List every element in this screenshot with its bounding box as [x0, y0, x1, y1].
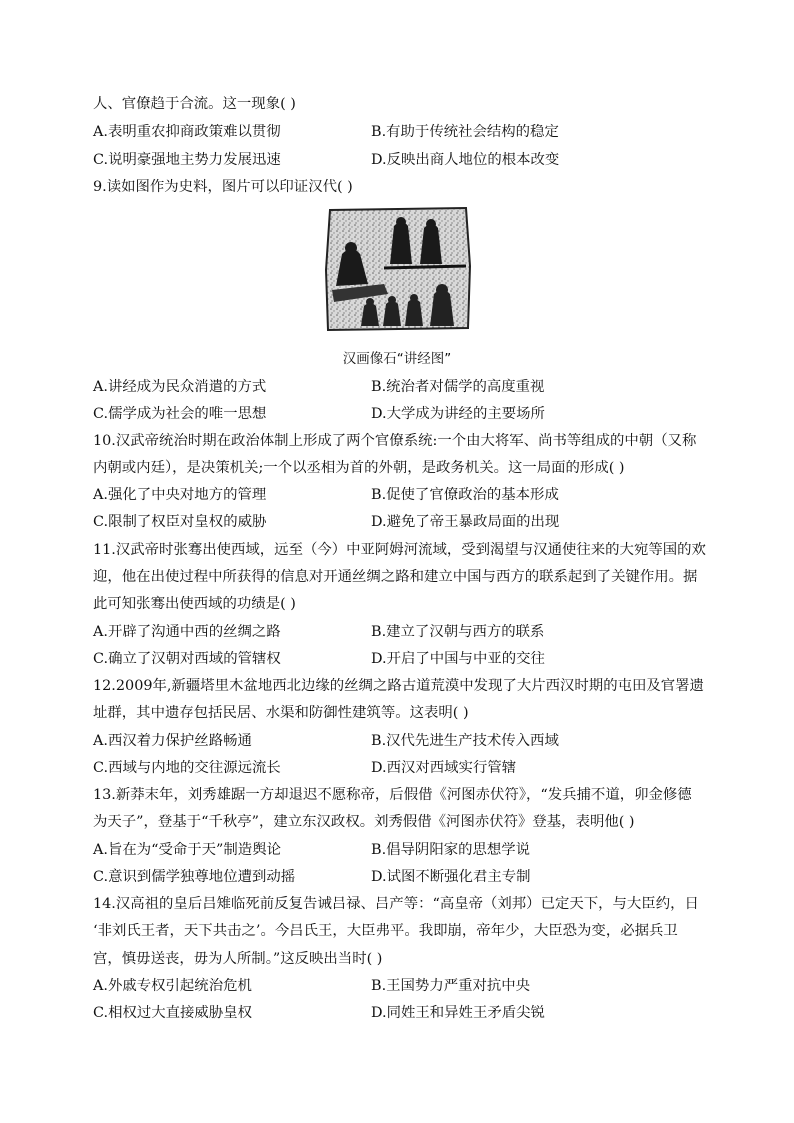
q14-option-a: A.外戚专权引起统治危机: [93, 978, 252, 994]
q8-stem-tail: 人、官僚趋于合流。这一现象( ): [93, 96, 296, 112]
q12-option-a: A.西汉着力保护丝路畅通: [93, 733, 252, 749]
stone-relief-image: [324, 206, 472, 332]
q12-stem-line-1: 12.2009年,新疆塔里木盆地西北边缘的丝绸之路古道荒漠中发现了大片西汉时期的屯田及官署遗: [93, 678, 704, 694]
q12-option-d: D.西汉对西域实行管辖: [371, 760, 517, 776]
q8-option-d: D.反映出商人地位的根本改变: [371, 152, 560, 168]
q9-option-a: A.讲经成为民众消遣的方式: [93, 379, 267, 395]
q11-stem-line-1: 11.汉武帝时张骞出使西域，远至（今）中亚阿姆河流域，受到渴望与汉通使往来的大宛等国的欢: [93, 542, 706, 558]
q13-option-b: B.倡导阴阳家的思想学说: [371, 842, 531, 858]
q8-option-c: C.说明豪强地主势力发展迅速: [93, 152, 281, 168]
q13-option-a: A.旨在为“受命于天”制造舆论: [93, 842, 281, 858]
q10-option-d: D.避免了帝王暴政局面的出现: [371, 514, 560, 530]
q14-stem-line-1: 14.汉高祖的皇后吕雉临死前反复告诫吕禄、吕产等：“高皇帝（刘邦）已定天下，与大臣约，日: [93, 896, 699, 912]
q10-option-a: A.强化了中央对地方的管理: [93, 487, 267, 503]
q12-stem-line-2: 址群，其中遗存包括民居、水渠和防御性建筑等。这表明( ): [93, 705, 469, 721]
q14-option-c: C.相权过大直接威胁皇权: [93, 1005, 252, 1021]
q11-option-d: D.开启了中国与中亚的交往: [371, 651, 545, 667]
q9-stem: 9.读如图作为史料，图片可以印证汉代( ): [93, 179, 353, 195]
q11-option-c: C.确立了汉朝对西域的管辖权: [93, 651, 281, 667]
q12-option-b: B.汉代先进生产技术传入西域: [371, 733, 559, 749]
q10-stem-line-2: 内朝或内廷），是决策机关;一个以丞相为首的外朝，是政务机关。这一局面的形成( ): [93, 460, 625, 476]
q10-stem-line-1: 10.汉武帝统治时期在政治体制上形成了两个官僚系统:一个由大将军、尚书等组成的中朝（又称: [93, 433, 697, 449]
q14-stem-line-2: ‘非刘氏王者，天下共击之’。今吕氏王，大臣弗平。我即崩，帝年少，大臣恐为变，必据兵卫: [93, 923, 678, 939]
q13-stem-line-2: 为天子”，登基于“千秋亭”，建立东汉政权。刘秀假借《河图赤伏符》登基，表明他( ): [93, 814, 635, 830]
q9-option-d: D.大学成为讲经的主要场所: [371, 406, 545, 422]
q8-option-a: A.表明重农抑商政策难以贯彻: [93, 124, 281, 140]
q14-option-b: B.王国势力严重对抗中央: [371, 978, 531, 994]
q9-option-b: B.统治者对儒学的高度重视: [371, 379, 545, 395]
q12-option-c: C.西域与内地的交往源远流长: [93, 760, 281, 776]
q13-stem-line-1: 13.新莽末年，刘秀雄踞一方却退迟不愿称帝，后假借《河图赤伏符》，“发兵捕不道，卯金修德: [93, 787, 692, 803]
q10-option-b: B.促使了官僚政治的基本形成: [371, 487, 559, 503]
q14-stem-line-3: 宫，慎毋送丧，毋为人所制。”这反映出当时( ): [93, 951, 383, 967]
q11-option-b: B.建立了汉朝与西方的联系: [371, 624, 545, 640]
q8-option-b: B.有助于传统社会结构的稳定: [371, 124, 559, 140]
q13-option-c: C.意识到儒学独尊地位遭到动摇: [93, 869, 296, 885]
q9-option-c: C.儒学成为社会的唯一思想: [93, 406, 267, 422]
q11-option-a: A.开辟了沟通中西的丝绸之路: [93, 624, 281, 640]
q11-stem-line-3: 此可知张骞出使西域的功绩是( ): [93, 596, 296, 612]
q10-option-c: C.限制了权臣对皇权的威胁: [93, 514, 267, 530]
q13-option-d: D.试图不断强化君主专制: [371, 869, 531, 885]
q14-option-d: D.同姓王和异姓王矛盾尖锐: [371, 1005, 545, 1021]
q11-stem-line-2: 迎，他在出使过程中所获得的信息对开通丝绸之路和建立中国与西方的联系起到了关键作用。据: [93, 569, 698, 585]
image-caption: 汉画像石“讲经图”: [342, 351, 452, 367]
